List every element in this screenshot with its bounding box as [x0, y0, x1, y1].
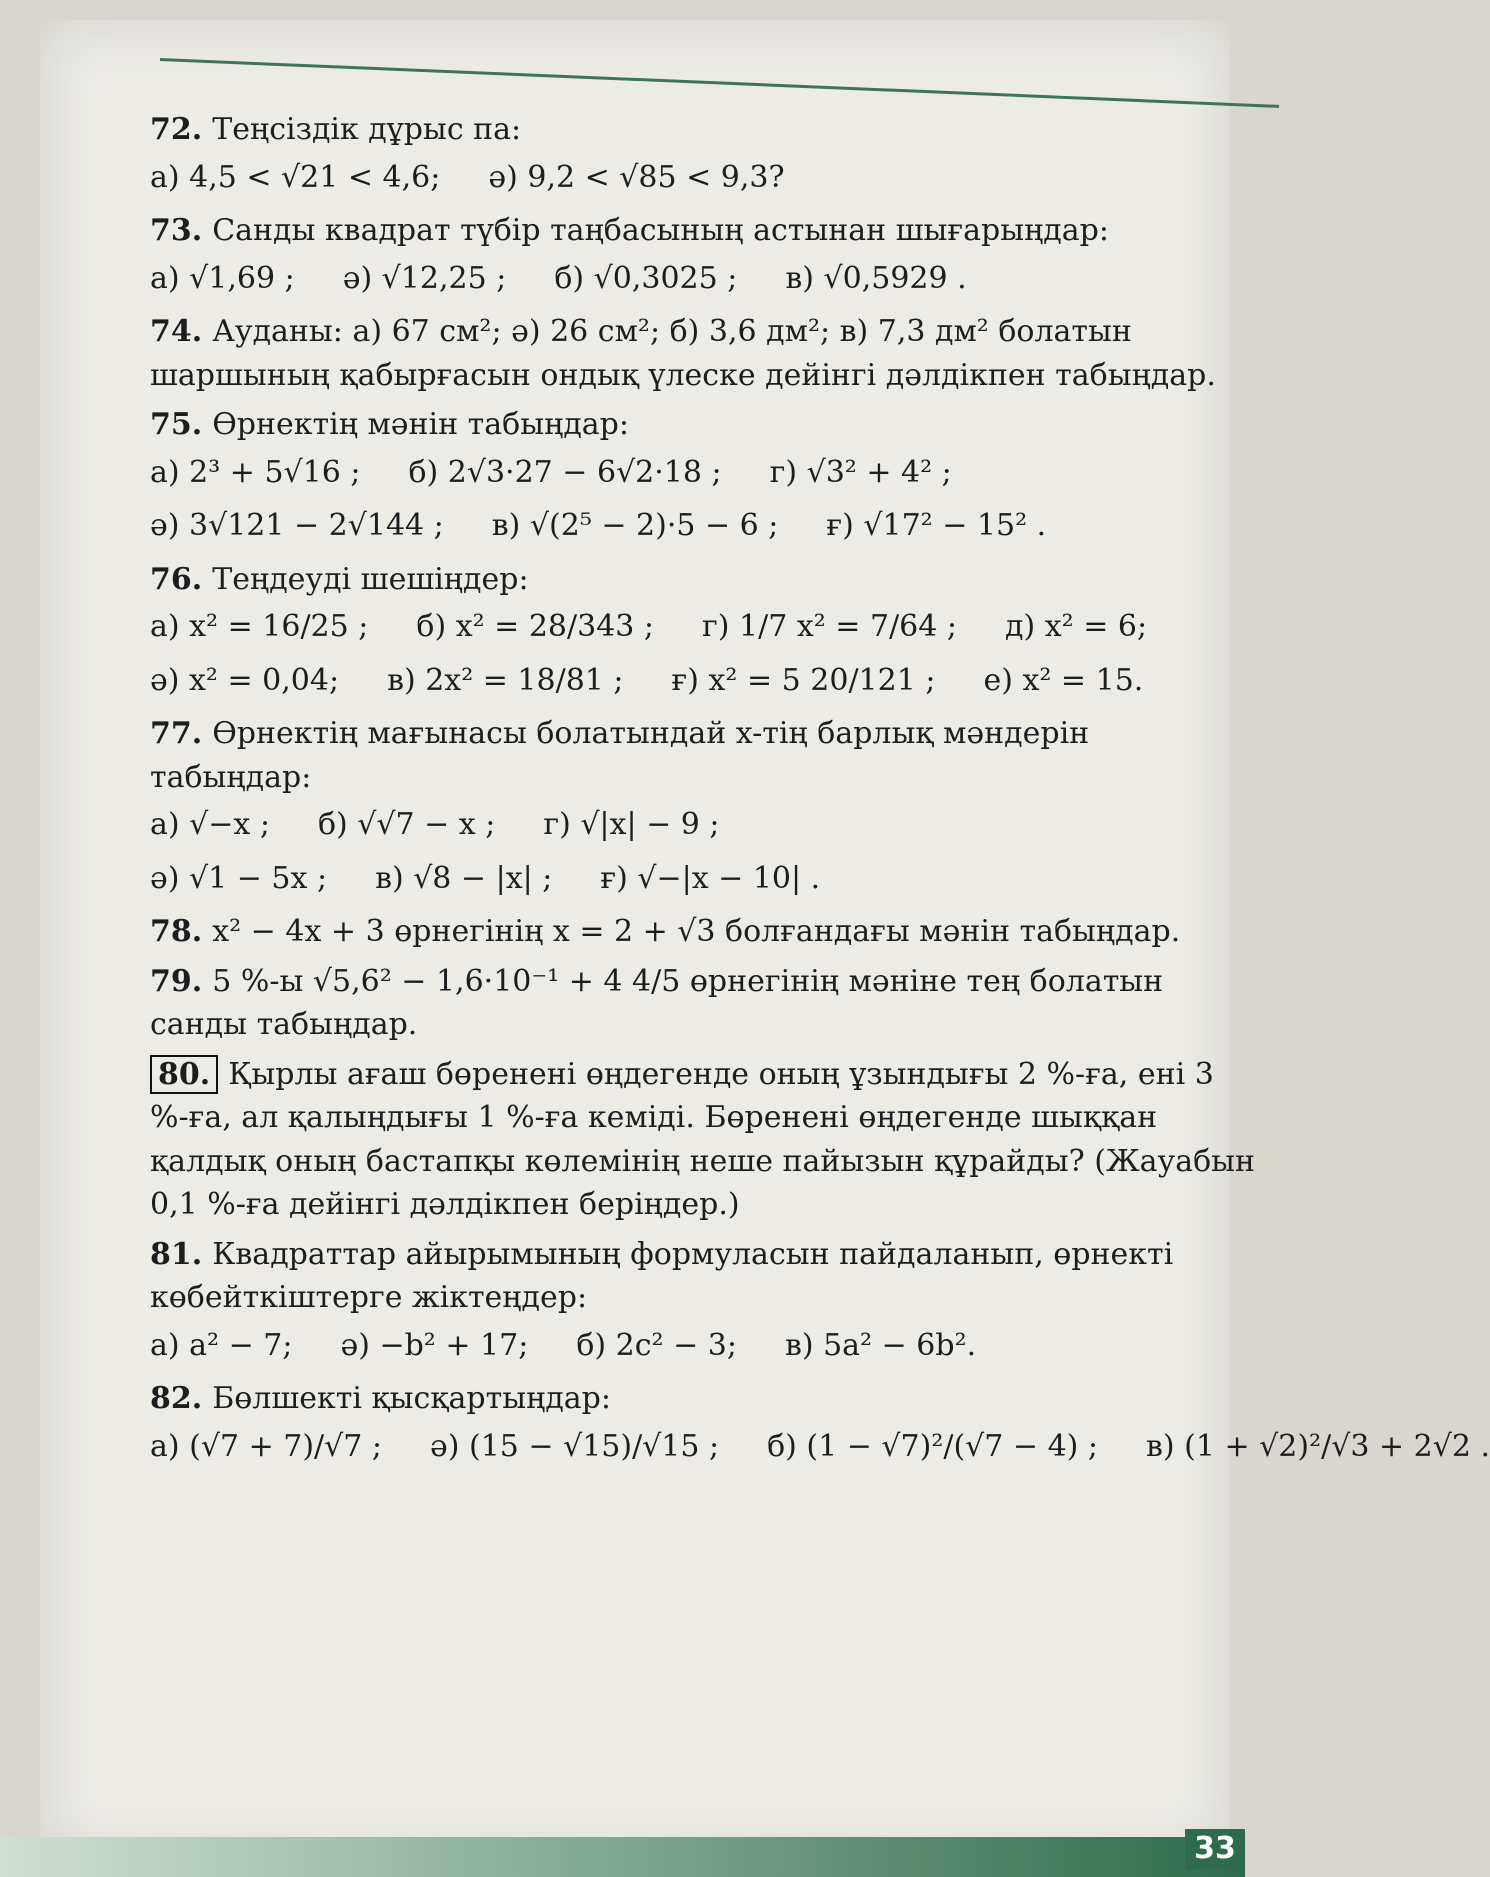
problem-list [150, 108, 1490, 1478]
problem-79: 79. 5 %-ы √5,6² − 1,6·10⁻¹ + 4 4/5 өрнегінің мәніне тең болатын санды табыңдар. [150, 963, 1164, 1042]
top-decorative-line [160, 58, 1279, 108]
problem-82: 82. Бөлшекті қысқартыңдар: а) (√7 + 7)/√7 ; ә) (15 − √15)/√15 ; б) (1 − √7)²/(√7 − 4) ; в) (1 + √2)²/√3 + 2√2 . [150, 1381, 1490, 1464]
bottom-decorative-bar [0, 1837, 1245, 1877]
problem-76: 76. Теңдеуді шешіңдер: а) x² = 16/25 ; б) x² = 28/343 ; г) 1/7 x² = 7/64 ; д) x² = 6; ә) x² = 0,04; в) 2x² = 18/81 ; ғ) x² = 5 20/121 ; е) x² = 15. [150, 561, 1148, 698]
problem-74: 74. Ауданы: а) 67 см²; ә) 26 см²; б) 3,6 дм²; в) 7,3 дм² болатын шаршының қабырғасын ондық үлеске дейінгі дәлдікпен табыңдар. [150, 314, 1216, 393]
problem-80: 80. Қырлы ағаш бөренені өңдегенде оның ұзындығы 2 %-ға, ені 3 %-ға, ал қалыңдығы 1 %-ға кеміді. Бөренені өңдегенде шыққан қалдық оның бастапқы көлемінің неше пайызын құрайды? (Жауабын 0,1 %-ға дейінгі дәлдікпен беріңдер.) [150, 1056, 1256, 1222]
problem-72: 72. Теңсіздік дұрыс па: а) 4,5 < √21 < 4,6; ә) 9,2 < √85 < 9,3? [150, 112, 785, 195]
textbook-page [40, 20, 1490, 1860]
problem-81: 81. Квадраттар айырымының формуласын пайдаланып, өрнекті көбейткіштерге жіктеңдер: а) a² − 7; ә) −b² + 17; б) 2c² − 3; в) 5a² − 6b². [150, 1236, 1174, 1363]
problem-77: 77. Өрнектің мағынасы болатындай x-тің барлық мәндерін табыңдар: а) √−x ; б) √√7 − x ; г) √|x| − 9 ; ә) √1 − 5x ; в) √8 − |x| ; ғ) √−|x − 10| . [150, 716, 1090, 896]
problem-78: 78. x² − 4x + 3 өрнегінің x = 2 + √3 болғандағы мәнін табыңдар. [150, 914, 1181, 949]
page-number: 33 [1185, 1829, 1245, 1869]
problem-73: 73. Санды квадрат түбір таңбасының астынан шығарыңдар: а) √1,69 ; ә) √12,25 ; б) √0,3025 ; в) √0,5929 . [150, 213, 1109, 296]
problem-75: 75. Өрнектің мәнін табыңдар: а) 2³ + 5√16 ; б) 2√3·27 − 6√2·18 ; г) √3² + 4² ; ә) 3√121 − 2√144 ; в) √(2⁵ − 2)·5 − 6 ; ғ) √17² − 15² . [150, 407, 1047, 543]
